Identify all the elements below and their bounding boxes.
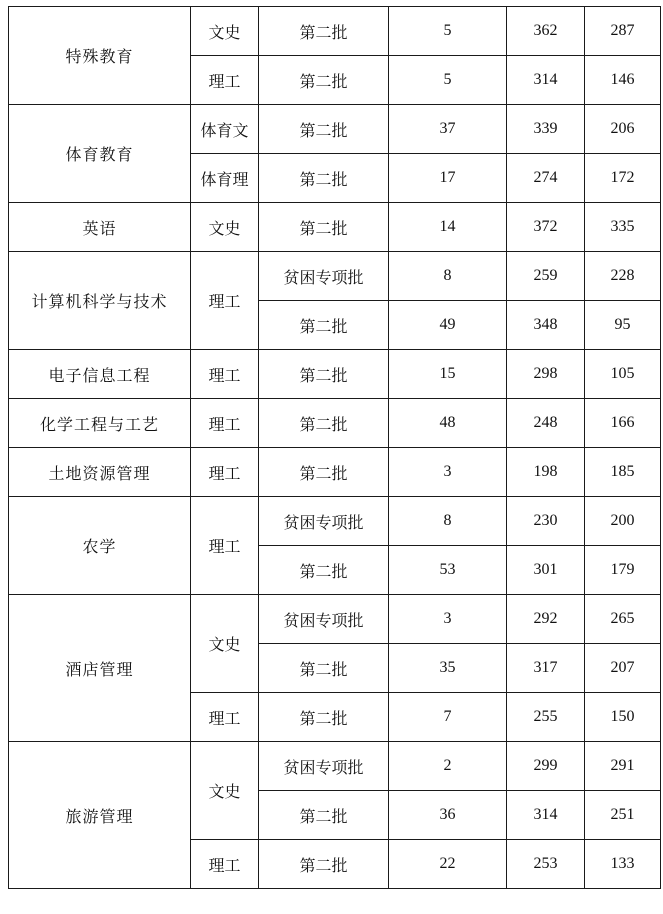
count-cell: 17 (389, 154, 507, 203)
category-cell: 理工 (191, 840, 259, 889)
batch-cell: 第二批 (259, 791, 389, 840)
max-score-cell: 259 (507, 252, 585, 301)
min-score-cell: 287 (585, 7, 661, 56)
min-score-cell: 265 (585, 595, 661, 644)
table-row (9, 350, 661, 399)
batch-cell: 第二批 (259, 105, 389, 154)
count-cell: 22 (389, 840, 507, 889)
batch-cell: 第二批 (259, 546, 389, 595)
batch-cell: 第二批 (259, 7, 389, 56)
batch-cell: 第二批 (259, 693, 389, 742)
min-score-cell: 172 (585, 154, 661, 203)
min-score-cell: 251 (585, 791, 661, 840)
max-score-cell: 292 (507, 595, 585, 644)
major-cell: 计算机科学与技术 (9, 252, 191, 350)
min-score-cell: 105 (585, 350, 661, 399)
table-row (9, 497, 661, 546)
table-row (9, 595, 661, 644)
table-row (9, 203, 661, 252)
count-cell: 8 (389, 252, 507, 301)
major-cell: 化学工程与工艺 (9, 399, 191, 448)
major-cell: 土地资源管理 (9, 448, 191, 497)
count-cell: 2 (389, 742, 507, 791)
table-row (9, 448, 661, 497)
batch-cell: 第二批 (259, 448, 389, 497)
max-score-cell: 253 (507, 840, 585, 889)
count-cell: 8 (389, 497, 507, 546)
count-cell: 53 (389, 546, 507, 595)
min-score-cell: 133 (585, 840, 661, 889)
category-cell: 理工 (191, 448, 259, 497)
min-score-cell: 200 (585, 497, 661, 546)
batch-cell: 第二批 (259, 644, 389, 693)
max-score-cell: 248 (507, 399, 585, 448)
count-cell: 7 (389, 693, 507, 742)
batch-cell: 贫困专项批 (259, 742, 389, 791)
count-cell: 5 (389, 7, 507, 56)
category-cell: 理工 (191, 350, 259, 399)
category-cell: 理工 (191, 693, 259, 742)
max-score-cell: 339 (507, 105, 585, 154)
category-cell: 文史 (191, 203, 259, 252)
major-cell: 农学 (9, 497, 191, 595)
table-row (9, 105, 661, 154)
batch-cell: 贫困专项批 (259, 595, 389, 644)
max-score-cell: 317 (507, 644, 585, 693)
min-score-cell: 291 (585, 742, 661, 791)
min-score-cell: 179 (585, 546, 661, 595)
major-cell: 体育教育 (9, 105, 191, 203)
batch-cell: 第二批 (259, 399, 389, 448)
min-score-cell: 166 (585, 399, 661, 448)
min-score-cell: 207 (585, 644, 661, 693)
admission-scores-table (8, 6, 661, 889)
batch-cell: 第二批 (259, 840, 389, 889)
major-cell: 英语 (9, 203, 191, 252)
min-score-cell: 150 (585, 693, 661, 742)
max-score-cell: 314 (507, 791, 585, 840)
count-cell: 5 (389, 56, 507, 105)
min-score-cell: 228 (585, 252, 661, 301)
batch-cell: 第二批 (259, 350, 389, 399)
batch-cell: 第二批 (259, 154, 389, 203)
count-cell: 15 (389, 350, 507, 399)
major-cell: 电子信息工程 (9, 350, 191, 399)
category-cell: 理工 (191, 399, 259, 448)
category-cell: 理工 (191, 56, 259, 105)
count-cell: 3 (389, 595, 507, 644)
max-score-cell: 299 (507, 742, 585, 791)
min-score-cell: 335 (585, 203, 661, 252)
batch-cell: 贫困专项批 (259, 497, 389, 546)
batch-cell: 第二批 (259, 203, 389, 252)
batch-cell: 第二批 (259, 301, 389, 350)
max-score-cell: 230 (507, 497, 585, 546)
table-row (9, 252, 661, 301)
max-score-cell: 255 (507, 693, 585, 742)
count-cell: 36 (389, 791, 507, 840)
min-score-cell: 95 (585, 301, 661, 350)
count-cell: 3 (389, 448, 507, 497)
min-score-cell: 146 (585, 56, 661, 105)
category-cell: 文史 (191, 742, 259, 840)
count-cell: 49 (389, 301, 507, 350)
count-cell: 48 (389, 399, 507, 448)
max-score-cell: 298 (507, 350, 585, 399)
table-row (9, 399, 661, 448)
major-cell: 酒店管理 (9, 595, 191, 742)
category-cell: 文史 (191, 595, 259, 693)
max-score-cell: 362 (507, 7, 585, 56)
max-score-cell: 314 (507, 56, 585, 105)
max-score-cell: 274 (507, 154, 585, 203)
max-score-cell: 301 (507, 546, 585, 595)
min-score-cell: 206 (585, 105, 661, 154)
min-score-cell: 185 (585, 448, 661, 497)
count-cell: 14 (389, 203, 507, 252)
max-score-cell: 198 (507, 448, 585, 497)
batch-cell: 贫困专项批 (259, 252, 389, 301)
table-row (9, 7, 661, 56)
max-score-cell: 348 (507, 301, 585, 350)
category-cell: 理工 (191, 497, 259, 595)
category-cell: 文史 (191, 7, 259, 56)
category-cell: 理工 (191, 252, 259, 350)
max-score-cell: 372 (507, 203, 585, 252)
category-cell: 体育文 (191, 105, 259, 154)
count-cell: 35 (389, 644, 507, 693)
major-cell: 旅游管理 (9, 742, 191, 889)
major-cell: 特殊教育 (9, 7, 191, 105)
category-cell: 体育理 (191, 154, 259, 203)
count-cell: 37 (389, 105, 507, 154)
batch-cell: 第二批 (259, 56, 389, 105)
table-row (9, 742, 661, 791)
